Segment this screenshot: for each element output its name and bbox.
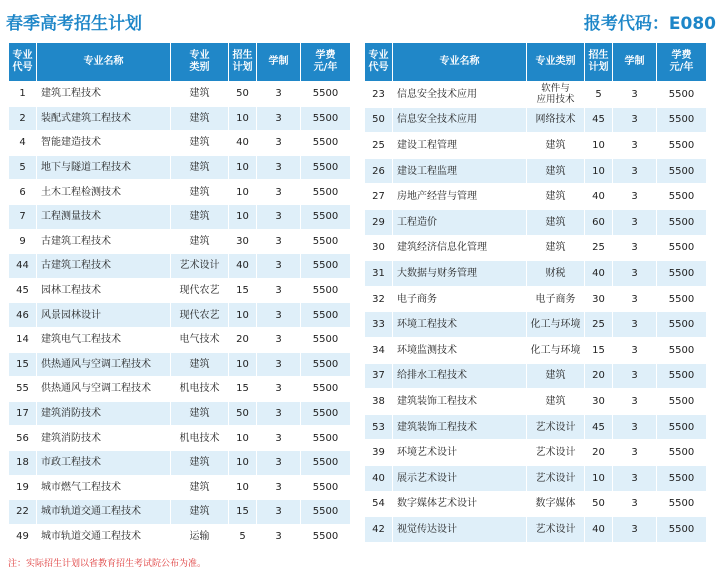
major-code-cell: 23 [365, 82, 393, 108]
exam-code: 报考代码：E080 [583, 14, 716, 34]
major-name-cell: 信息安全技术应用 [393, 82, 527, 108]
major-name-cell: 展示艺术设计 [393, 465, 527, 491]
plan-count-cell: 30 [229, 229, 257, 254]
major-name-cell: 建筑装饰工程技术 [393, 414, 527, 440]
major-code-cell: 26 [365, 158, 393, 184]
years-cell: 3 [257, 204, 301, 229]
header-years: 学制 [613, 43, 657, 82]
major-code-cell: 15 [9, 352, 37, 377]
plan-count-cell: 15 [229, 500, 257, 525]
fee-cell: 5500 [301, 426, 351, 451]
major-name-cell: 数字媒体艺术设计 [393, 491, 527, 517]
table-row [365, 82, 707, 108]
table-row [9, 180, 351, 205]
plan-count-cell: 10 [229, 426, 257, 451]
years-cell: 3 [613, 440, 657, 466]
fee-cell: 5500 [301, 475, 351, 500]
table-row [365, 158, 707, 184]
major-category-cell: 建筑 [171, 131, 229, 156]
header-code: 专业 代号 [9, 43, 37, 82]
table-row [9, 303, 351, 328]
major-code-cell: 42 [365, 517, 393, 543]
plan-count-cell: 30 [585, 286, 613, 312]
major-code-cell: 27 [365, 184, 393, 210]
major-category-cell: 建筑 [171, 106, 229, 131]
fee-cell: 5500 [301, 450, 351, 475]
fee-cell: 5500 [657, 517, 707, 543]
years-cell: 3 [613, 158, 657, 184]
major-category-cell: 建筑 [171, 204, 229, 229]
major-category-cell: 现代农艺 [171, 278, 229, 303]
plan-count-cell: 25 [585, 312, 613, 338]
major-code-cell: 55 [9, 377, 37, 402]
fee-cell: 5500 [657, 465, 707, 491]
header-fee: 学费 元/年 [657, 43, 707, 82]
table-row [9, 229, 351, 254]
years-cell: 3 [257, 229, 301, 254]
years-cell: 3 [613, 414, 657, 440]
fee-cell: 5500 [301, 500, 351, 525]
table-row [365, 286, 707, 312]
major-name-cell: 园林工程技术 [37, 278, 171, 303]
major-name-cell: 建设工程监理 [393, 158, 527, 184]
table-row [9, 254, 351, 279]
major-code-cell: 4 [9, 131, 37, 156]
major-category-cell: 机电技术 [171, 377, 229, 402]
table-row [365, 414, 707, 440]
major-code-cell: 18 [9, 450, 37, 475]
plan-count-cell: 10 [229, 180, 257, 205]
plan-count-cell: 50 [229, 82, 257, 107]
major-code-cell: 29 [365, 209, 393, 235]
fee-cell: 5500 [657, 261, 707, 287]
major-name-cell: 装配式建筑工程技术 [37, 106, 171, 131]
table-header-row [365, 43, 707, 82]
major-category-cell: 建筑 [171, 475, 229, 500]
table-row [9, 450, 351, 475]
fee-cell: 5500 [301, 82, 351, 107]
major-code-cell: 32 [365, 286, 393, 312]
plan-count-cell: 50 [229, 401, 257, 426]
table-row [365, 261, 707, 287]
major-name-cell: 视觉传达设计 [393, 517, 527, 543]
fee-cell: 5500 [301, 401, 351, 426]
major-name-cell: 建设工程管理 [393, 133, 527, 159]
major-name-cell: 工程造价 [393, 209, 527, 235]
plan-count-cell: 10 [229, 155, 257, 180]
fee-cell: 5500 [301, 155, 351, 180]
years-cell: 3 [257, 303, 301, 328]
fee-cell: 5500 [657, 107, 707, 133]
years-cell: 3 [613, 363, 657, 389]
table-row [365, 389, 707, 415]
major-category-cell: 电气技术 [171, 327, 229, 352]
years-cell: 3 [257, 131, 301, 156]
table-header-row [9, 43, 351, 82]
major-code-cell: 2 [9, 106, 37, 131]
table-row [9, 377, 351, 402]
major-category-cell: 建筑 [527, 389, 585, 415]
table-row [9, 524, 351, 549]
plan-count-cell: 30 [585, 389, 613, 415]
major-code-cell: 5 [9, 155, 37, 180]
major-code-cell: 31 [365, 261, 393, 287]
enrollment-table-right [364, 42, 707, 543]
major-name-cell: 环境监测技术 [393, 337, 527, 363]
major-name-cell: 给排水工程技术 [393, 363, 527, 389]
plan-count-cell: 10 [585, 465, 613, 491]
header-plan: 招生 计划 [585, 43, 613, 82]
years-cell: 3 [257, 450, 301, 475]
years-cell: 3 [613, 337, 657, 363]
header-years: 学制 [257, 43, 301, 82]
plan-count-cell: 45 [585, 107, 613, 133]
fee-cell: 5500 [301, 204, 351, 229]
plan-count-cell: 40 [229, 131, 257, 156]
fee-cell: 5500 [301, 303, 351, 328]
table-row [365, 337, 707, 363]
major-category-cell: 建筑 [171, 352, 229, 377]
years-cell: 3 [257, 278, 301, 303]
major-code-cell: 34 [365, 337, 393, 363]
major-category-cell: 机电技术 [171, 426, 229, 451]
major-category-cell: 建筑 [527, 209, 585, 235]
fee-cell: 5500 [301, 106, 351, 131]
major-category-cell: 数字媒体 [527, 491, 585, 517]
table-row [365, 517, 707, 543]
major-name-cell: 风景园林设计 [37, 303, 171, 328]
header-category: 专业 类别 [171, 43, 229, 82]
plan-count-cell: 40 [585, 184, 613, 210]
table-row [365, 209, 707, 235]
table-row [9, 475, 351, 500]
plan-count-cell: 10 [229, 204, 257, 229]
major-code-cell: 53 [365, 414, 393, 440]
footnote: 注：实际招生计划以省教育招生考试院公布为准。 [8, 559, 207, 569]
table-row [9, 155, 351, 180]
major-code-cell: 50 [365, 107, 393, 133]
major-code-cell: 54 [365, 491, 393, 517]
table-row [365, 491, 707, 517]
table-row [9, 500, 351, 525]
major-code-cell: 45 [9, 278, 37, 303]
fee-cell: 5500 [301, 377, 351, 402]
fee-cell: 5500 [657, 414, 707, 440]
fee-cell: 5500 [657, 389, 707, 415]
table-row [9, 204, 351, 229]
major-code-cell: 33 [365, 312, 393, 338]
major-category-cell: 建筑 [171, 155, 229, 180]
major-code-cell: 7 [9, 204, 37, 229]
plan-count-cell: 40 [585, 261, 613, 287]
major-code-cell: 6 [9, 180, 37, 205]
major-category-cell: 电子商务 [527, 286, 585, 312]
years-cell: 3 [613, 491, 657, 517]
major-code-cell: 9 [9, 229, 37, 254]
major-name-cell: 城市燃气工程技术 [37, 475, 171, 500]
major-code-cell: 37 [365, 363, 393, 389]
years-cell: 3 [257, 500, 301, 525]
major-code-cell: 44 [9, 254, 37, 279]
table-row [365, 133, 707, 159]
fee-cell: 5500 [657, 235, 707, 261]
years-cell: 3 [257, 254, 301, 279]
plan-count-cell: 50 [585, 491, 613, 517]
table-row [365, 312, 707, 338]
table-row [9, 131, 351, 156]
major-name-cell: 建筑经济信息化管理 [393, 235, 527, 261]
plan-count-cell: 10 [229, 450, 257, 475]
major-category-cell: 现代农艺 [171, 303, 229, 328]
major-name-cell: 建筑工程技术 [37, 82, 171, 107]
plan-count-cell: 5 [229, 524, 257, 549]
major-name-cell: 环境艺术设计 [393, 440, 527, 466]
table-row [9, 352, 351, 377]
major-category-cell: 建筑 [527, 235, 585, 261]
major-name-cell: 智能建造技术 [37, 131, 171, 156]
major-category-cell: 建筑 [171, 450, 229, 475]
major-code-cell: 19 [9, 475, 37, 500]
plan-count-cell: 10 [229, 303, 257, 328]
table-row [365, 363, 707, 389]
years-cell: 3 [613, 209, 657, 235]
major-code-cell: 38 [365, 389, 393, 415]
major-code-cell: 22 [9, 500, 37, 525]
major-code-cell: 17 [9, 401, 37, 426]
plan-count-cell: 15 [229, 278, 257, 303]
table-row [9, 278, 351, 303]
fee-cell: 5500 [301, 180, 351, 205]
years-cell: 3 [613, 107, 657, 133]
major-name-cell: 土木工程检测技术 [37, 180, 171, 205]
major-name-cell: 地下与隧道工程技术 [37, 155, 171, 180]
plan-count-cell: 40 [585, 517, 613, 543]
major-category-cell: 化工与环境 [527, 312, 585, 338]
table-row [9, 82, 351, 107]
major-category-cell: 建筑 [171, 401, 229, 426]
years-cell: 3 [257, 327, 301, 352]
fee-cell: 5500 [657, 312, 707, 338]
fee-cell: 5500 [301, 352, 351, 377]
fee-cell: 5500 [657, 363, 707, 389]
major-category-cell: 艺术设计 [527, 414, 585, 440]
plan-count-cell: 25 [585, 235, 613, 261]
fee-cell: 5500 [301, 278, 351, 303]
years-cell: 3 [257, 155, 301, 180]
years-cell: 3 [257, 401, 301, 426]
years-cell: 3 [613, 286, 657, 312]
major-category-cell: 艺术设计 [527, 517, 585, 543]
years-cell: 3 [613, 517, 657, 543]
major-name-cell: 房地产经营与管理 [393, 184, 527, 210]
major-name-cell: 供热通风与空调工程技术 [37, 352, 171, 377]
table-row [365, 184, 707, 210]
major-category-cell: 软件与 应用技术 [527, 82, 585, 108]
years-cell: 3 [613, 312, 657, 338]
years-cell: 3 [613, 184, 657, 210]
major-category-cell: 运输 [171, 524, 229, 549]
major-name-cell: 供热通风与空调工程技术 [37, 377, 171, 402]
major-name-cell: 市政工程技术 [37, 450, 171, 475]
major-category-cell: 网络技术 [527, 107, 585, 133]
major-category-cell: 财税 [527, 261, 585, 287]
major-name-cell: 工程测量技术 [37, 204, 171, 229]
major-category-cell: 建筑 [171, 500, 229, 525]
plan-count-cell: 60 [585, 209, 613, 235]
fee-cell: 5500 [301, 131, 351, 156]
enrollment-table-left [8, 42, 351, 549]
plan-count-cell: 40 [229, 254, 257, 279]
fee-cell: 5500 [301, 229, 351, 254]
fee-cell: 5500 [301, 327, 351, 352]
major-name-cell: 大数据与财务管理 [393, 261, 527, 287]
major-name-cell: 环境工程技术 [393, 312, 527, 338]
plan-count-cell: 15 [229, 377, 257, 402]
years-cell: 3 [613, 465, 657, 491]
major-category-cell: 建筑 [527, 184, 585, 210]
plan-count-cell: 20 [585, 440, 613, 466]
plan-count-cell: 15 [585, 337, 613, 363]
major-code-cell: 1 [9, 82, 37, 107]
plan-count-cell: 10 [585, 133, 613, 159]
table-row [365, 235, 707, 261]
fee-cell: 5500 [301, 524, 351, 549]
table-row [365, 440, 707, 466]
major-code-cell: 56 [9, 426, 37, 451]
years-cell: 3 [257, 106, 301, 131]
major-category-cell: 艺术设计 [527, 440, 585, 466]
fee-cell: 5500 [657, 337, 707, 363]
fee-cell: 5500 [657, 209, 707, 235]
years-cell: 3 [257, 377, 301, 402]
table-row [9, 106, 351, 131]
plan-count-cell: 5 [585, 82, 613, 108]
plan-count-cell: 20 [229, 327, 257, 352]
page-title: 春季高考招生计划 [6, 14, 142, 34]
major-category-cell: 建筑 [171, 82, 229, 107]
years-cell: 3 [613, 82, 657, 108]
table-row [9, 426, 351, 451]
major-code-cell: 49 [9, 524, 37, 549]
header-plan: 招生 计划 [229, 43, 257, 82]
plan-count-cell: 10 [229, 352, 257, 377]
header-name: 专业名称 [37, 43, 171, 82]
major-code-cell: 25 [365, 133, 393, 159]
plan-count-cell: 45 [585, 414, 613, 440]
years-cell: 3 [613, 389, 657, 415]
years-cell: 3 [257, 180, 301, 205]
major-name-cell: 电子商务 [393, 286, 527, 312]
table-row [9, 401, 351, 426]
table-row [365, 107, 707, 133]
header-category: 专业类别 [527, 43, 585, 82]
fee-cell: 5500 [657, 286, 707, 312]
plan-count-cell: 10 [229, 475, 257, 500]
major-name-cell: 建筑电气工程技术 [37, 327, 171, 352]
major-code-cell: 30 [365, 235, 393, 261]
major-name-cell: 古建筑工程技术 [37, 229, 171, 254]
major-category-cell: 建筑 [171, 180, 229, 205]
years-cell: 3 [257, 82, 301, 107]
major-category-cell: 建筑 [171, 229, 229, 254]
years-cell: 3 [257, 426, 301, 451]
major-category-cell: 建筑 [527, 133, 585, 159]
plan-count-cell: 20 [585, 363, 613, 389]
fee-cell: 5500 [301, 254, 351, 279]
table-row [365, 465, 707, 491]
fee-cell: 5500 [657, 184, 707, 210]
fee-cell: 5500 [657, 133, 707, 159]
major-name-cell: 建筑消防技术 [37, 426, 171, 451]
major-category-cell: 建筑 [527, 158, 585, 184]
major-code-cell: 40 [365, 465, 393, 491]
years-cell: 3 [257, 352, 301, 377]
major-category-cell: 化工与环境 [527, 337, 585, 363]
major-category-cell: 艺术设计 [171, 254, 229, 279]
major-name-cell: 建筑装饰工程技术 [393, 389, 527, 415]
fee-cell: 5500 [657, 158, 707, 184]
major-name-cell: 城市轨道交通工程技术 [37, 524, 171, 549]
years-cell: 3 [613, 235, 657, 261]
plan-count-cell: 10 [585, 158, 613, 184]
major-name-cell: 城市轨道交通工程技术 [37, 500, 171, 525]
major-code-cell: 14 [9, 327, 37, 352]
major-code-cell: 46 [9, 303, 37, 328]
header-fee: 学费 元/年 [301, 43, 351, 82]
years-cell: 3 [257, 475, 301, 500]
major-code-cell: 39 [365, 440, 393, 466]
table-row [9, 327, 351, 352]
fee-cell: 5500 [657, 440, 707, 466]
years-cell: 3 [257, 524, 301, 549]
major-name-cell: 古建筑工程技术 [37, 254, 171, 279]
major-category-cell: 建筑 [527, 363, 585, 389]
header-code: 专业 代号 [365, 43, 393, 82]
fee-cell: 5500 [657, 491, 707, 517]
major-name-cell: 信息安全技术应用 [393, 107, 527, 133]
plan-count-cell: 10 [229, 106, 257, 131]
header-name: 专业名称 [393, 43, 527, 82]
fee-cell: 5500 [657, 82, 707, 108]
major-name-cell: 建筑消防技术 [37, 401, 171, 426]
years-cell: 3 [613, 261, 657, 287]
major-category-cell: 艺术设计 [527, 465, 585, 491]
years-cell: 3 [613, 133, 657, 159]
